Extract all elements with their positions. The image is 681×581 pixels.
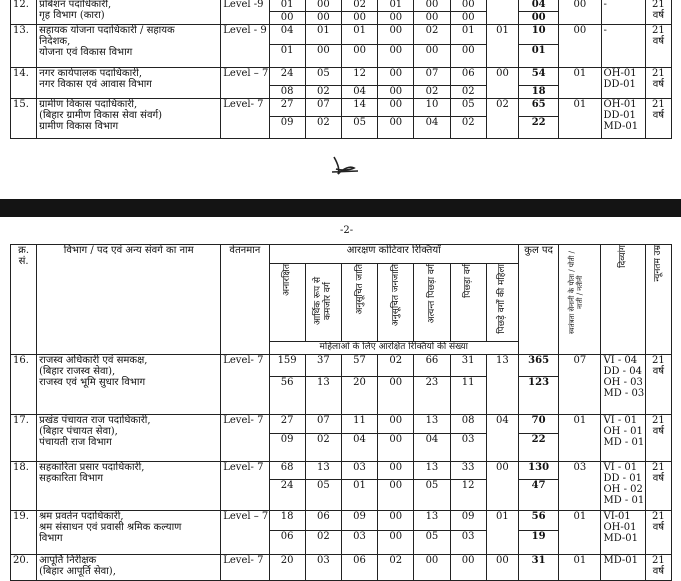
row-post-name [37,415,221,462]
post-name-line: प्रोबेशन पदाधिकारी, [39,0,112,10]
age-line: 21 [651,355,665,366]
row-women-vacancy: 03 [450,531,486,555]
table-row [11,99,672,117]
row-sr: 15. [11,99,37,139]
header-disabled: दिव्यांग [618,245,629,268]
row-women-vacancy: 23 [414,377,450,415]
row-sr: 14. [11,68,37,99]
row-women-vacancy: 05 [305,480,341,511]
row-age [645,415,671,462]
row-disabled [601,555,645,581]
row-pay-level: Level- 7 [221,99,269,139]
row-freedom-fighter: 01 [559,68,601,99]
header-sr: क्र. सं. [11,245,37,355]
row-women-vacancy: 00 [341,45,377,68]
disabled-line: OH - 02 [603,484,643,495]
row-vacancy: 02 [414,25,450,45]
row-vacancy: 05 [450,99,486,117]
row-women-vacancy: 00 [378,86,414,99]
disabled-line: VI - 01 [603,462,638,473]
row-vacancy: 12 [341,68,377,86]
disabled-line: VI - 04 [603,355,638,366]
row-women-vacancy: 01 [341,480,377,511]
row-vacancy: 13 [414,511,450,531]
disabled-line: MD-01 [603,555,639,566]
row-vacancy: 00 [378,462,414,480]
row-freedom-fighter: 07 [559,355,601,415]
post-name-line: सहायक योजना पदाधिकारी / सहायक [39,25,175,36]
age-line: वर्ष [652,10,665,21]
table-row [11,355,672,377]
header-freedom: स्वतंत्रता सेनानी के पोता / पोती / नाती / नतीनी [567,250,584,335]
row-women-vacancy: 02 [305,531,341,555]
header-women-row: महिलाओं के लिए आरक्षित रिक्तियों की संख्या [269,342,518,355]
row-women-vacancy: 12 [450,480,486,511]
header-category: अनारक्षित [282,264,293,296]
row-post-name [37,99,221,139]
post-name-line: (बिहार राजस्व सेवा), [39,366,116,377]
post-name-line: प्रखंड पंचायत राज पदाधिकारी, [39,415,151,426]
row-total: 70 [518,415,558,434]
row-women-vacancy: 00 [450,45,486,68]
table-row [11,555,672,581]
row-women-total: 123 [518,377,558,415]
row-vacancy: 18 [269,511,305,531]
row-women-vacancy: 03 [450,434,486,462]
row-vacancy: 00 [378,68,414,86]
row-vacancy: 00 [450,555,486,581]
disabled-line: MD - 01 [603,437,645,448]
age-line: वर्ष [652,110,665,121]
disabled-line: OH-01 [603,522,637,533]
row-disabled [601,511,645,555]
row-post-name [37,0,221,25]
table-row [11,0,672,12]
post-name-line: (बिहार आपूर्ति सेवा), [39,566,116,577]
age-line: वर्ष [652,473,665,484]
age-line: 21 [652,0,665,10]
age-line: वर्ष [652,36,665,47]
disabled-line: MD-01 [603,121,639,132]
page-number: -2- [340,225,354,236]
row-vacancy: 00 [305,0,341,12]
post-name-line: आपूर्ति निरीक्षक [39,555,97,566]
row-age [645,355,671,415]
age-line: वर्ष [652,366,665,377]
age-line: 21 [652,68,665,79]
row-vacancy: 04 [269,25,305,45]
disabled-line: DD-01 [603,110,636,121]
row-women-vacancy: 02 [305,434,341,462]
row-vacancy: 00 [486,68,518,99]
row-sr: 17. [11,415,37,462]
row-vacancy: 00 [378,99,414,117]
row-women-vacancy: 20 [341,377,377,415]
row-women-vacancy: 03 [341,531,377,555]
age-line: 21 [651,555,665,566]
row-vacancy: 13 [486,355,518,415]
row-age [645,25,671,68]
row-women-vacancy: 05 [341,117,377,139]
row-vacancy: 06 [450,68,486,86]
row-pay-level: Level- 7 [221,355,269,415]
row-women-vacancy: 04 [414,434,450,462]
row-vacancy: 14 [341,99,377,117]
post-name-line: श्रम प्रवर्तन पदाधिकारी, [39,511,124,522]
row-vacancy: 13 [305,462,341,480]
table-row [11,462,672,480]
row-freedom-fighter: 01 [559,511,601,555]
age-line: 21 [651,462,665,473]
header-category: अनुसूचित जनजाति [390,264,401,327]
row-post-name [37,355,221,415]
row-sr: 16. [11,355,37,415]
row-vacancy: 01 [486,25,518,68]
post-name-line: सहकारिता विभाग [39,473,104,484]
row-post-name [37,462,221,511]
header-category: पिछड़े वर्गों की महिला [497,264,508,334]
row-pay-level: Level - 9 [221,25,269,68]
post-name-line: नगर कार्यपालक पदाधिकारी, [39,68,143,79]
row-vacancy: 00 [378,415,414,434]
row-vacancy: 20 [269,555,305,581]
row-freedom-fighter: 01 [559,555,601,581]
age-line: वर्ष [652,79,665,90]
row-women-vacancy: 00 [269,12,305,25]
row-pay-level: Level – 7 [221,511,269,555]
row-disabled [601,415,645,462]
row-vacancy: 68 [269,462,305,480]
row-women-total: 22 [519,117,559,139]
age-line: 21 [652,99,665,110]
disabled-line: MD-01 [603,533,639,544]
row-women-vacancy: 00 [305,45,341,68]
row-age [645,0,671,25]
row-vacancy: 06 [305,511,341,531]
row-pay-level: Level- 7 [221,555,269,581]
row-age [645,68,671,99]
row-women-vacancy: 08 [269,86,305,99]
header-total: कुल पद [518,245,558,355]
row-total: 04 [519,0,559,12]
row-vacancy: 01 [269,0,305,12]
row-women-vacancy: 00 [341,12,377,25]
row-sr: 20. [11,555,37,581]
post-name-line: विभाग [39,533,63,544]
row-women-vacancy: 11 [450,377,486,415]
row-vacancy: 00 [378,25,414,45]
header-category: आर्थिक रूप से कमजोर वर्ग [313,276,334,326]
row-vacancy: 00 [414,0,450,12]
row-vacancy: 01 [486,511,518,555]
row-freedom-fighter: 00 [559,0,601,25]
row-vacancy: 159 [269,355,305,377]
header-category: अनुसूचित जाति [354,264,365,315]
row-disabled [601,99,645,139]
age-line: 21 [651,415,665,426]
disabled-line: DD - 04 [603,366,642,377]
row-pay-level: Level -9 [221,0,269,25]
row-vacancy: 13 [414,415,450,434]
row-sr: 13. [11,25,37,68]
row-women-vacancy: 06 [269,531,305,555]
age-line: 21 [652,25,665,36]
row-women-vacancy: 56 [269,377,305,415]
post-name-line: गृह विभाग (कारा) [39,10,105,21]
row-women-vacancy: 00 [450,12,486,25]
row-vacancy: 27 [269,415,305,434]
disabled-line: - [603,25,607,36]
row-pay-level: Level- 7 [221,415,269,462]
row-disabled [601,68,645,99]
row-sr: 18. [11,462,37,511]
post-name-line: राजस्व एवं भूमि सुधार विभाग [39,377,146,388]
row-women-vacancy: 00 [378,434,414,462]
age-line: वर्ष [652,426,665,437]
row-women-vacancy: 02 [305,117,341,139]
main-table [10,244,672,581]
table-row [11,68,672,86]
row-vacancy: 01 [450,25,486,45]
row-vacancy: 37 [305,355,341,377]
row-vacancy: 09 [450,511,486,531]
row-women-total: 47 [518,480,558,511]
row-vacancy: 33 [450,462,486,480]
top-table [10,0,672,139]
row-total: 365 [518,355,558,377]
row-vacancy: 00 [378,511,414,531]
row-women-vacancy: 00 [414,12,450,25]
row-women-vacancy: 00 [414,45,450,68]
post-name-line: श्रम संसाधन एवं प्रवासी श्रमिक कल्याण [39,522,182,533]
row-women-vacancy: 00 [378,12,414,25]
row-vacancy: 11 [341,415,377,434]
row-vacancy: 02 [378,355,414,377]
disabled-line: DD-01 [603,79,636,90]
row-women-vacancy: 05 [414,531,450,555]
row-freedom-fighter: 01 [559,415,601,462]
row-vacancy: 03 [305,555,341,581]
row-vacancy: 02 [341,0,377,12]
row-vacancy: 03 [341,462,377,480]
disabled-line: OH - 03 [603,377,643,388]
row-total: 10 [519,25,559,45]
row-vacancy: 04 [486,415,518,462]
disabled-line: OH-01 [603,68,637,79]
row-freedom-fighter: 00 [559,25,601,68]
row-sr: 12. [11,0,37,25]
row-disabled [601,355,645,415]
row-vacancy: 01 [341,25,377,45]
row-women-vacancy: 02 [450,117,486,139]
row-total: 56 [518,511,558,531]
post-name-line: नगर विकास एवं आवास विभाग [39,79,152,90]
row-women-vacancy: 09 [269,117,305,139]
age-line: वर्ष [652,522,665,533]
row-women-total: 19 [518,531,558,555]
row-post-name [37,555,221,581]
row-women-vacancy: 00 [378,117,414,139]
row-women-total: 01 [519,45,559,68]
row-vacancy [486,0,518,25]
row-vacancy: 00 [486,462,518,511]
row-women-total: 22 [518,434,558,462]
disabled-line: MD - 01 [603,495,645,506]
row-total: 54 [519,68,559,86]
post-name-line: राजस्व अधिकारी एवं समकक्ष, [39,355,148,366]
table-row [11,511,672,531]
row-age [645,462,671,511]
row-vacancy: 00 [414,555,450,581]
row-women-total: 00 [519,12,559,25]
age-line: वर्ष [652,566,665,577]
row-vacancy: 27 [269,99,305,117]
row-total: 31 [518,555,558,581]
row-sr: 19. [11,511,37,555]
row-vacancy: 08 [450,415,486,434]
row-women-vacancy: 13 [305,377,341,415]
row-women-vacancy: 04 [341,86,377,99]
disabled-line: VI - 01 [603,415,638,426]
row-women-vacancy: 09 [269,434,305,462]
row-women-vacancy: 02 [414,86,450,99]
disabled-line: MD - 03 [603,388,645,399]
age-line: 21 [651,511,665,522]
disabled-line: OH-01 [603,99,637,110]
row-post-name [37,25,221,68]
row-women-vacancy: 00 [378,377,414,415]
post-name-line: (बिहार ग्रामीण विकास सेवा संवर्ग) [39,110,163,121]
row-freedom-fighter: 03 [559,462,601,511]
row-women-vacancy: 04 [414,117,450,139]
row-women-vacancy: 05 [414,480,450,511]
row-vacancy: 10 [414,99,450,117]
row-vacancy: 06 [341,555,377,581]
row-post-name [37,68,221,99]
row-disabled [601,0,645,25]
row-women-vacancy: 04 [341,434,377,462]
disabled-line: DD - 01 [603,473,642,484]
row-women-vacancy: 00 [378,45,414,68]
table-row [11,25,672,45]
row-age [645,511,671,555]
row-vacancy: 24 [269,68,305,86]
row-vacancy: 02 [378,555,414,581]
row-women-total: 18 [519,86,559,99]
row-vacancy: 57 [341,355,377,377]
row-vacancy: 13 [414,462,450,480]
row-vacancy: 31 [450,355,486,377]
header-reservation: आरक्षण कोटिवार रिक्तियाँ [269,245,518,264]
table-row [11,415,672,434]
row-women-vacancy: 01 [269,45,305,68]
row-vacancy: 07 [305,415,341,434]
row-women-vacancy: 02 [305,86,341,99]
row-vacancy: 00 [486,555,518,581]
post-name-line: ग्रामीण विकास विभाग [39,121,119,132]
row-post-name [37,511,221,555]
row-vacancy: 01 [378,0,414,12]
disabled-line: - [603,0,607,10]
row-vacancy: 00 [450,0,486,12]
header-category: पिछड़ा वर्ग [463,264,474,298]
row-freedom-fighter: 01 [559,99,601,139]
row-age [645,555,671,581]
row-vacancy: 07 [305,99,341,117]
row-total: 130 [518,462,558,480]
row-vacancy: 09 [341,511,377,531]
row-disabled [601,25,645,68]
row-women-vacancy: 02 [450,86,486,99]
row-vacancy: 02 [486,99,518,139]
post-name-line: (बिहार पंचायत सेवा), [39,426,118,437]
post-name-line: सहकारिता प्रसार पदाधिकारी, [39,462,145,473]
post-name-line: योजना एवं विकास विभाग [39,47,133,58]
disabled-line: VI-01 [603,511,631,522]
row-women-vacancy: 00 [378,480,414,511]
post-name-line: निदेशक, [39,36,71,47]
disabled-line: OH - 01 [603,426,643,437]
row-vacancy: 07 [414,68,450,86]
header-pay: वेतनमान [221,245,269,355]
post-name-line: पंचायती राज विभाग [39,437,112,448]
row-total: 65 [519,99,559,117]
post-name-line: ग्रामीण विकास पदाधिकारी, [39,99,138,110]
row-vacancy: 05 [305,68,341,86]
row-women-vacancy: 00 [305,12,341,25]
page-break-bar [0,199,681,217]
row-age [645,99,671,139]
row-women-vacancy: 00 [378,531,414,555]
row-disabled [601,462,645,511]
row-vacancy: 01 [305,25,341,45]
signature [330,154,360,180]
header-age: न्यूनतम उम्र [653,245,664,282]
row-pay-level: Level- 7 [221,462,269,511]
header-post: विभाग / पद एवं अन्य संवर्ग का नाम [37,245,221,355]
header-category: अत्यन्त पिछड़ा वर्ग [426,264,437,324]
row-pay-level: Level – 7 [221,68,269,99]
row-women-vacancy: 24 [269,480,305,511]
row-vacancy: 66 [414,355,450,377]
